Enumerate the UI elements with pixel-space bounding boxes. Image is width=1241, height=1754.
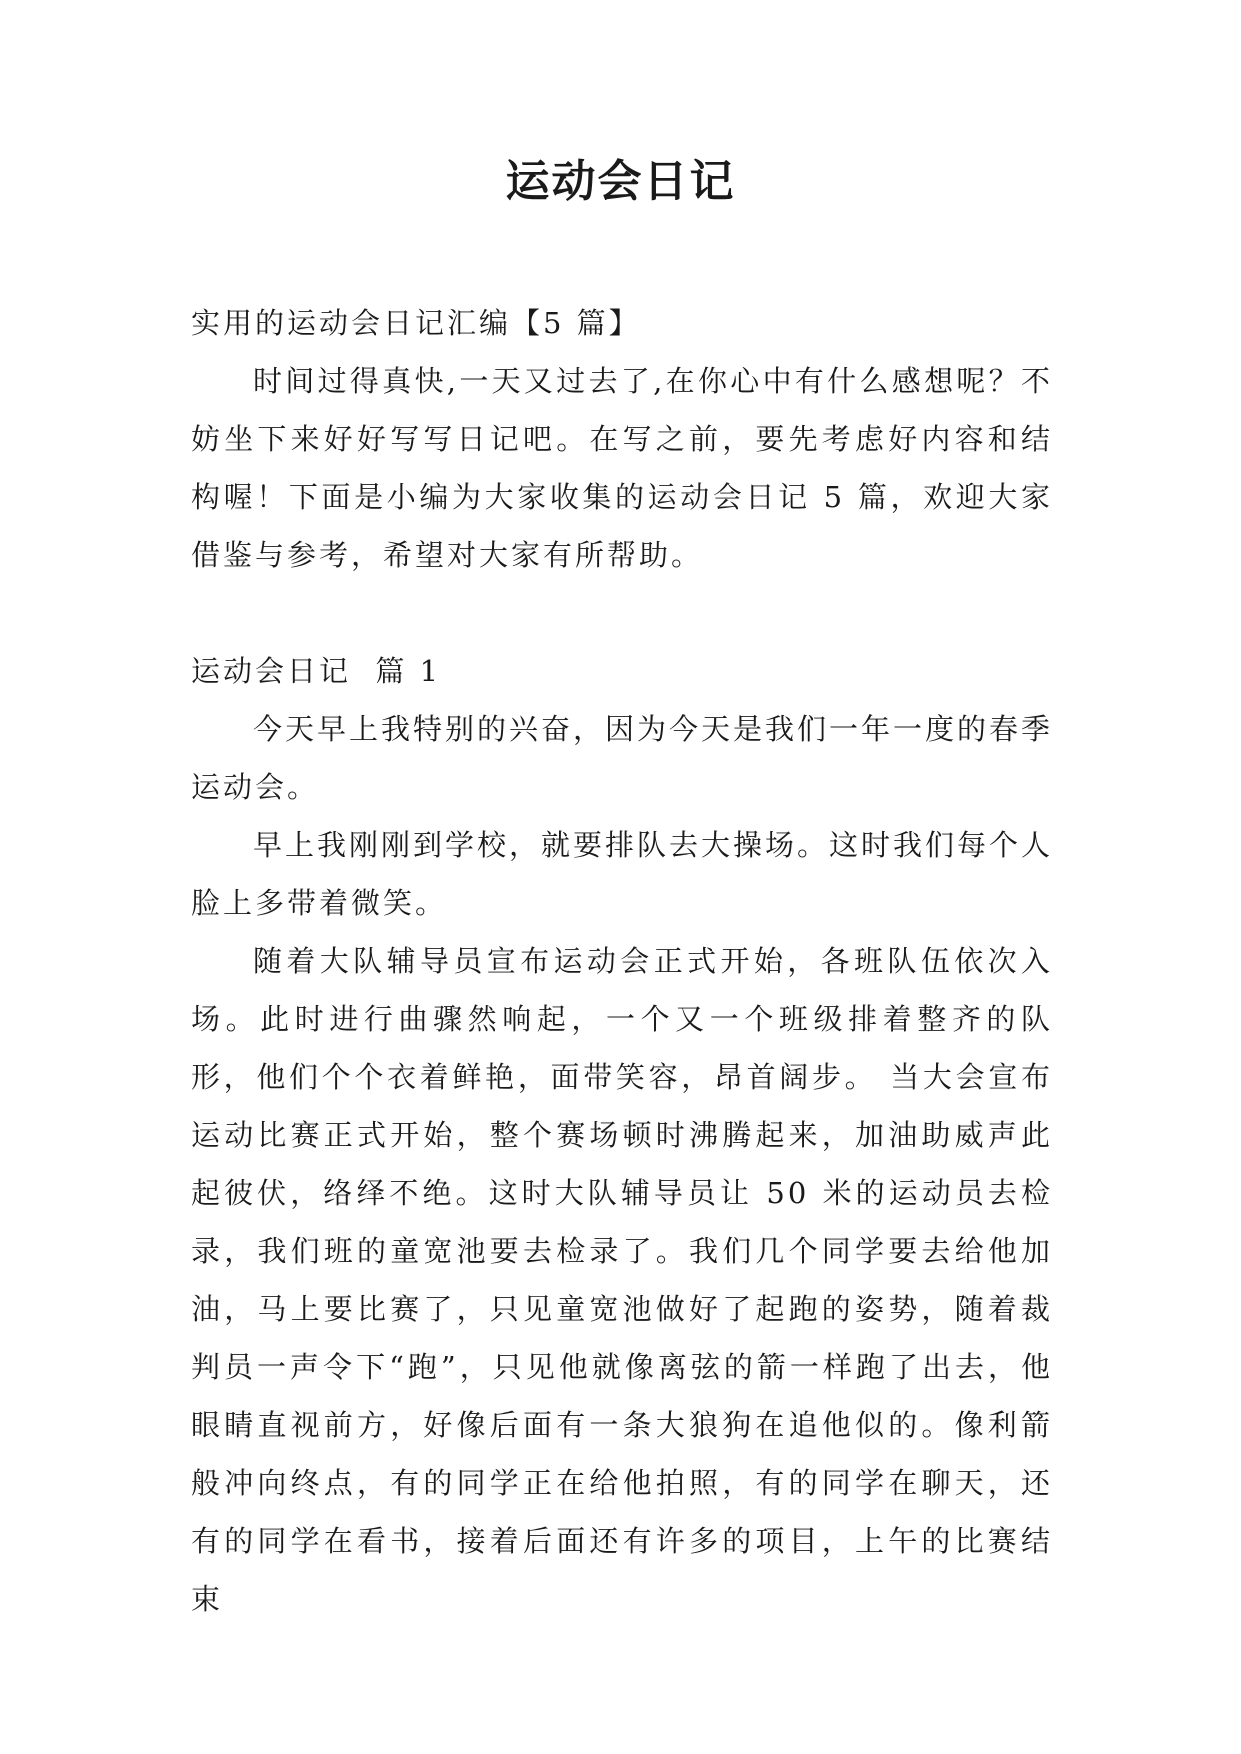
document-subtitle: 实用的运动会日记汇编【5 篇】 — [191, 306, 641, 340]
intro-paragraph: 时间过得真快,一天又过去了,在你心中有什么感想呢？不妨坐下来好好写写日记吧。在写之前，要先考虑好内容和结构喔！下面是小编为大家收集的运动会日记 5 篇，欢迎大家借鉴与参考，希望对大家有所帮助。 — [191, 364, 1053, 572]
section-spacer — [191, 584, 1053, 642]
document-title: 运动会日记 — [505, 156, 736, 207]
document-body — [191, 294, 1053, 1628]
section-heading: 运动会日记 篇 1 — [191, 654, 442, 688]
body-paragraph: 早上我刚刚到学校，就要排队去大操场。这时我们每个人脸上多带着微笑。 — [191, 828, 1054, 920]
body-paragraph: 随着大队辅导员宣布运动会正式开始，各班队伍依次入场。此时进行曲骤然响起，一个又一个班级排着整齐的队形，他们个个衣着鲜艳，面带笑容，昂首阔步。 当大会宣布运动比赛正式开始，整个赛场顿时沸腾起来，加油助威声此起彼伏，络绎不绝。这时大队辅导员让 50 米的运动员去检录，我们班的童宽池要去检录了。我们几个同学要去给他加油，马上要比赛了，只见童宽池做好了起跑的姿势，随着裁判员一声令下“跑”，只见他就像离弦的箭一样跑了出去，他眼睛直视前方，好像后面有一条大狼狗在追他似的。像利箭般冲向终点，有的同学正在给他拍照，有的同学在聊天，还有的同学在看书，接着后面还有许多的项目，上午的比赛结束 — [191, 944, 1053, 1616]
body-paragraph: 今天早上我特别的兴奋，因为今天是我们一年一度的春季运动会。 — [191, 712, 1054, 804]
